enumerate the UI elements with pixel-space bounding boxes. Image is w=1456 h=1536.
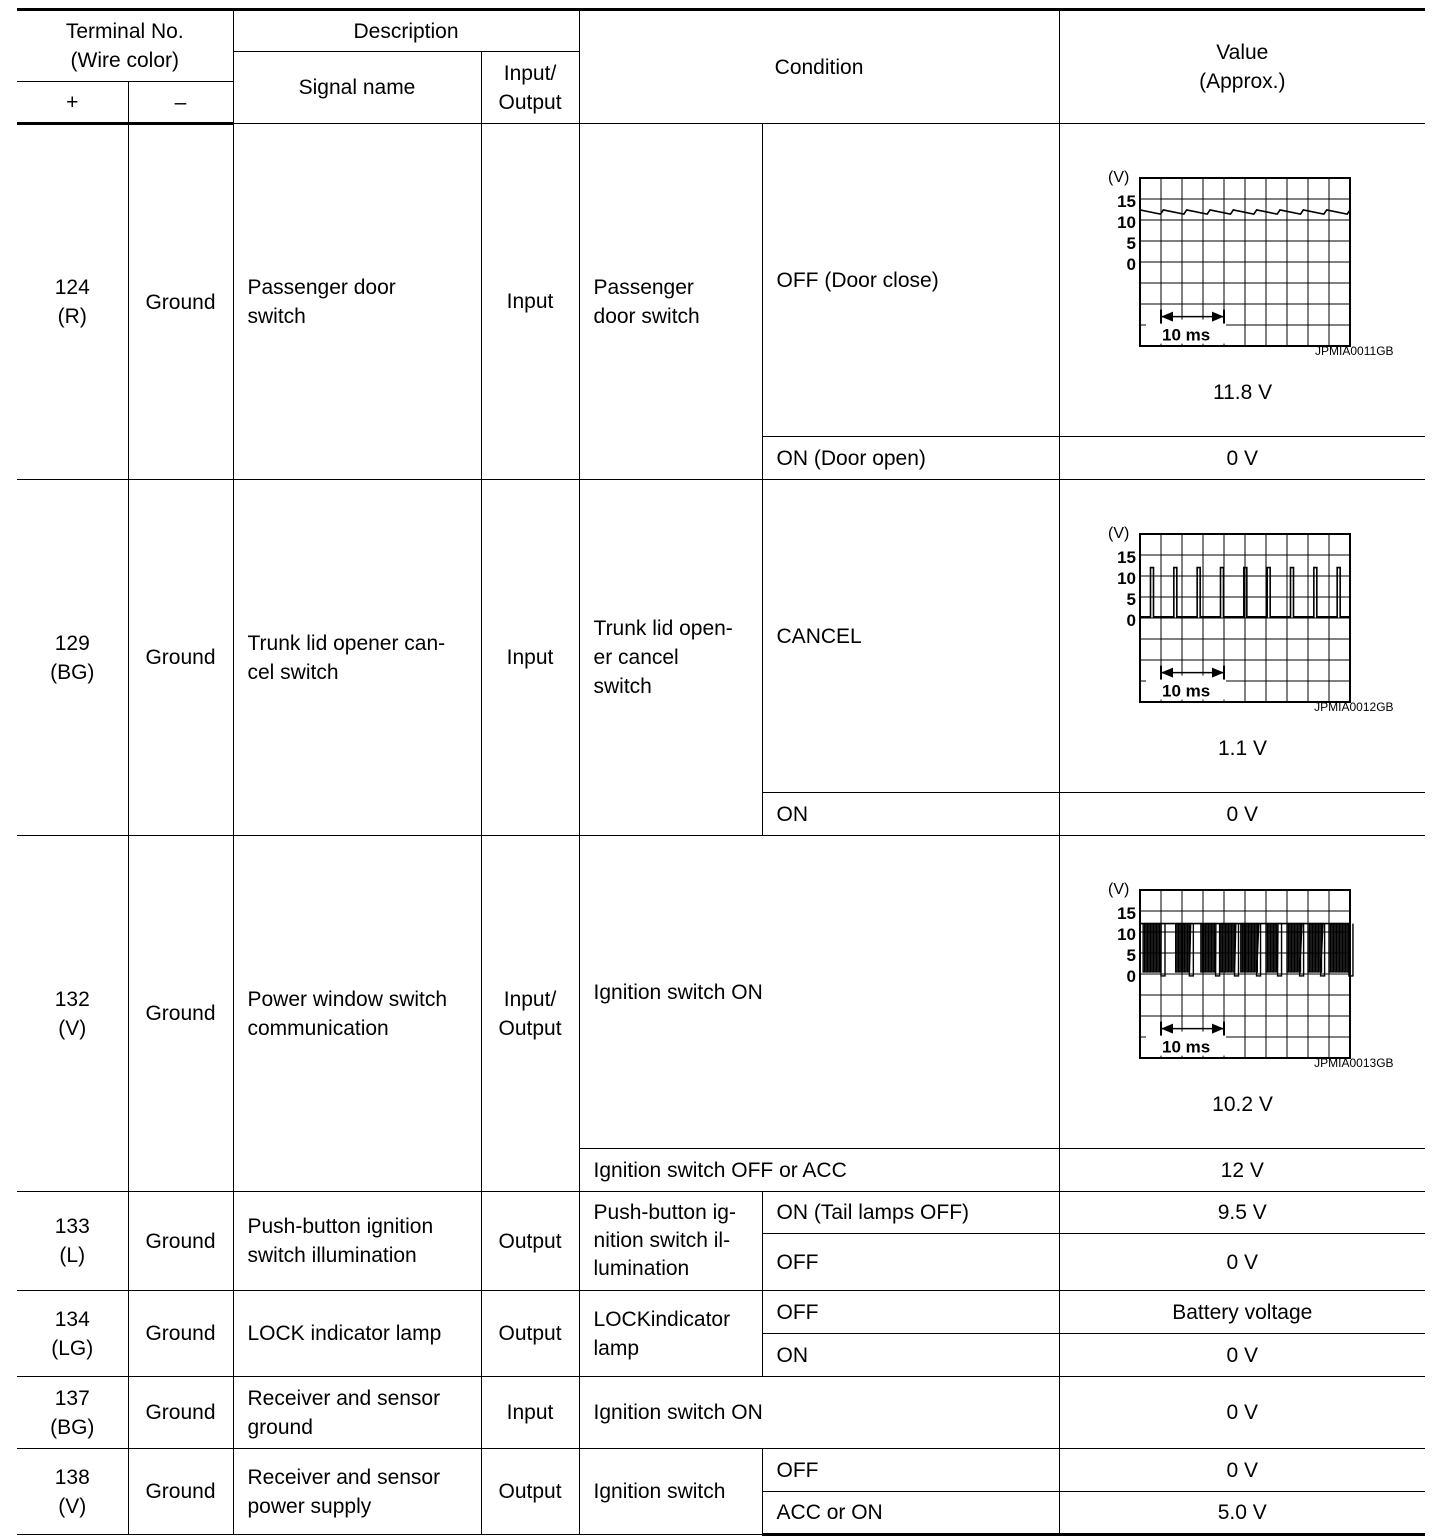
terminal-cell xyxy=(17,480,128,836)
sub-condition-cell: OFF xyxy=(762,1234,1059,1291)
condition-cell: Ignition switch ON xyxy=(579,1377,1059,1449)
tick-label: 10 xyxy=(1116,925,1136,944)
condition-cell: Ignition switch OFF or ACC xyxy=(579,1149,1059,1192)
tick-label: 0 xyxy=(1126,255,1136,274)
terminal-cell xyxy=(17,1291,128,1377)
wire-color: (L) xyxy=(59,1244,86,1267)
io-cell: Input xyxy=(481,480,579,836)
io-cell xyxy=(481,836,579,1192)
condition-line: lamp xyxy=(593,1336,640,1360)
header-io-line1: Input/ xyxy=(503,61,557,85)
tick-label: 15 xyxy=(1116,904,1136,923)
minus-cell: Ground xyxy=(128,124,233,480)
signal-burst xyxy=(1240,924,1260,976)
header-minus: – xyxy=(128,82,233,124)
waveform-panel xyxy=(1060,480,1426,792)
signal-line: communication xyxy=(247,1016,389,1040)
header-io-line2: Output xyxy=(498,90,562,114)
figure-code: JPMIA0013GB xyxy=(1314,1056,1394,1070)
terminal-spec-sheet xyxy=(17,8,1425,1524)
waveform-panel xyxy=(1060,836,1426,1148)
signal-burst xyxy=(1266,924,1282,976)
condition-line: lumination xyxy=(593,1257,690,1280)
signal-line: Trunk lid opener can- xyxy=(247,631,446,655)
signal-name-cell xyxy=(233,1192,481,1291)
io-cell: Output xyxy=(481,1449,579,1535)
wire-color: (R) xyxy=(57,305,87,328)
signal-line: switch illumination xyxy=(247,1244,417,1267)
signal-burst xyxy=(1200,924,1219,976)
io-cell: Input xyxy=(481,1377,579,1449)
condition-line: Passenger xyxy=(593,275,694,299)
condition-line: Push-button ig- xyxy=(593,1201,736,1224)
io-cell: Output xyxy=(481,1291,579,1377)
time-label: 10 ms xyxy=(1161,325,1210,345)
header-value-line1: Value xyxy=(1216,41,1269,64)
value-cell xyxy=(1059,480,1425,793)
value-text: 11.8 V xyxy=(1212,381,1273,404)
condition-cell: Ignition switch ON xyxy=(579,836,1059,1149)
figure-code: JPMIA0012GB xyxy=(1314,700,1394,714)
value-text: 1.1 V xyxy=(1218,737,1268,760)
tick-label: 15 xyxy=(1116,548,1136,567)
tick-label: 5 xyxy=(1126,590,1136,609)
value-cell: 0 V xyxy=(1059,1234,1425,1291)
signal-burst xyxy=(1143,924,1165,976)
signal-name-cell xyxy=(233,480,481,836)
signal-line: ground xyxy=(247,1415,313,1439)
io-line: Input/ xyxy=(503,987,557,1011)
time-label: 10 ms xyxy=(1161,681,1210,701)
value-cell: 0 V xyxy=(1059,1377,1425,1449)
time-label: 10 ms xyxy=(1161,1037,1210,1057)
header-value xyxy=(1059,10,1425,124)
terminal-cell xyxy=(17,1192,128,1291)
condition-line: Trunk lid open- xyxy=(593,617,733,640)
signal-burst xyxy=(1220,924,1238,976)
header-signal-name: Signal name xyxy=(233,52,481,124)
condition-cell xyxy=(579,1291,762,1377)
table-row xyxy=(17,1291,1425,1334)
io-line: Output xyxy=(498,1016,562,1040)
terminal-number: 129 xyxy=(54,631,90,655)
table-row xyxy=(17,1449,1425,1492)
tick-label: 5 xyxy=(1126,946,1136,965)
sub-condition-cell: OFF xyxy=(762,1449,1059,1492)
condition-line: nition switch il- xyxy=(593,1229,731,1252)
signal-name-cell xyxy=(233,1377,481,1449)
signal-line: Receiver and sensor xyxy=(247,1465,441,1489)
signal-name-cell xyxy=(233,124,481,480)
signal-burst xyxy=(1175,924,1193,976)
value-cell: 5.0 V xyxy=(1059,1492,1425,1535)
header-description: Description xyxy=(233,10,579,52)
header-io xyxy=(481,52,579,124)
terminal-number: 133 xyxy=(54,1215,90,1238)
condition-line: LOCKindicator xyxy=(593,1307,731,1331)
table-row xyxy=(17,836,1425,1149)
sub-condition-cell: ON (Tail lamps OFF) xyxy=(762,1192,1059,1234)
sub-condition-cell: OFF xyxy=(762,1291,1059,1334)
header-row-1 xyxy=(17,10,1425,52)
figure-code: JPMIA0011GB xyxy=(1315,344,1394,358)
sub-condition-cell: OFF (Door close) xyxy=(762,124,1059,437)
sub-condition-cell: ON (Door open) xyxy=(762,437,1059,480)
wire-color: (BG) xyxy=(50,660,95,684)
header-terminal-line2: (Wire color) xyxy=(70,49,179,72)
value-text: 10.2 V xyxy=(1212,1093,1273,1116)
terminal-number: 137 xyxy=(54,1386,90,1410)
unit-label: (V) xyxy=(1107,881,1129,898)
minus-cell: Ground xyxy=(128,1192,233,1291)
wire-color: (LG) xyxy=(51,1336,94,1360)
condition-cell xyxy=(579,124,762,480)
value-cell xyxy=(1059,836,1425,1149)
terminal-number: 124 xyxy=(54,276,90,299)
waveform-panel xyxy=(1060,124,1426,436)
unit-label: (V) xyxy=(1107,525,1129,542)
tick-label: 10 xyxy=(1116,569,1136,588)
value-cell: 0 V xyxy=(1059,1449,1425,1492)
minus-cell: Ground xyxy=(128,1377,233,1449)
io-cell: Input xyxy=(481,124,579,480)
terminal-number: 132 xyxy=(54,987,90,1011)
sub-condition-cell: CANCEL xyxy=(762,480,1059,793)
signal-burst xyxy=(1329,924,1353,976)
wire-color: (V) xyxy=(58,1494,87,1518)
signal-name-cell xyxy=(233,1449,481,1535)
signal-line: Receiver and sensor xyxy=(247,1386,441,1410)
signal-line: Push-button ignition xyxy=(247,1215,434,1238)
table-row xyxy=(17,1192,1425,1234)
sub-condition-cell: ON xyxy=(762,793,1059,836)
header-condition: Condition xyxy=(579,10,1059,124)
header-plus: + xyxy=(17,82,128,124)
value-cell: 0 V xyxy=(1059,1334,1425,1377)
value-cell: Battery voltage xyxy=(1059,1291,1425,1334)
io-cell: Output xyxy=(481,1192,579,1291)
condition-line: door switch xyxy=(593,304,700,328)
header-terminal xyxy=(17,10,233,82)
table-row xyxy=(17,124,1425,437)
sub-condition-cell: ACC or ON xyxy=(762,1492,1059,1535)
signal-name-cell: LOCK indicator lamp xyxy=(233,1291,481,1377)
tick-label: 0 xyxy=(1126,967,1136,986)
terminal-cell xyxy=(17,1377,128,1449)
value-cell xyxy=(1059,124,1425,437)
value-cell: 0 V xyxy=(1059,437,1425,480)
terminal-cell xyxy=(17,124,128,480)
header-terminal-line1: Terminal No. xyxy=(65,20,184,43)
value-cell: 0 V xyxy=(1059,793,1425,836)
condition-cell xyxy=(579,480,762,836)
signal-line: power supply xyxy=(247,1494,372,1518)
terminal-table xyxy=(17,8,1425,1536)
tick-label: 5 xyxy=(1126,234,1136,253)
signal-burst xyxy=(1308,924,1325,976)
minus-cell: Ground xyxy=(128,1449,233,1535)
signal-line: Passenger door xyxy=(247,275,396,299)
value-cell: 12 V xyxy=(1059,1149,1425,1192)
terminal-number: 134 xyxy=(54,1307,90,1331)
unit-label: (V) xyxy=(1107,169,1129,186)
signal-line: Power window switch xyxy=(247,987,448,1011)
value-cell: 9.5 V xyxy=(1059,1192,1425,1234)
minus-cell: Ground xyxy=(128,1291,233,1377)
table-row xyxy=(17,480,1425,793)
terminal-number: 138 xyxy=(54,1465,90,1489)
signal-burst xyxy=(1287,924,1304,976)
terminal-cell xyxy=(17,836,128,1192)
condition-cell: Ignition switch xyxy=(579,1449,762,1535)
minus-cell: Ground xyxy=(128,836,233,1192)
condition-line: er cancel xyxy=(593,646,679,669)
table-row xyxy=(17,1377,1425,1449)
tick-label: 0 xyxy=(1126,611,1136,630)
condition-cell xyxy=(579,1192,762,1291)
tick-label: 15 xyxy=(1116,192,1136,211)
signal-name-cell xyxy=(233,836,481,1192)
sub-condition-cell: ON xyxy=(762,1334,1059,1377)
header-value-line2: (Approx.) xyxy=(1199,70,1286,93)
tick-label: 10 xyxy=(1116,213,1136,232)
signal-line: switch xyxy=(247,304,306,328)
wire-color: (V) xyxy=(58,1016,87,1040)
signal-line: cel switch xyxy=(247,660,339,684)
wire-color: (BG) xyxy=(50,1415,95,1439)
condition-line: switch xyxy=(593,675,652,698)
minus-cell: Ground xyxy=(128,480,233,836)
terminal-cell xyxy=(17,1449,128,1535)
